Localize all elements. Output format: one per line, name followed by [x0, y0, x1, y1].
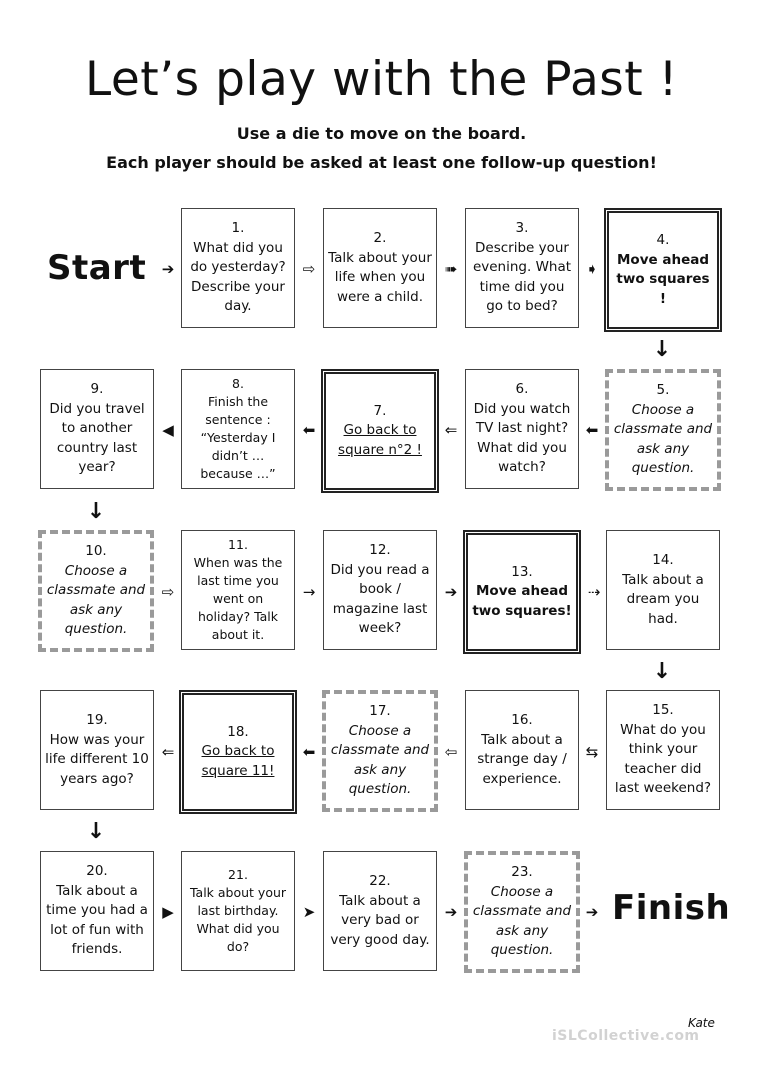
arrow-right-icon: ⇨	[161, 583, 175, 601]
square-text: Talk about a dream you had.	[622, 571, 704, 627]
square-number: 3.	[515, 220, 529, 237]
square-number: 5.	[656, 382, 670, 399]
start-label: Start	[47, 248, 147, 288]
board-square-19	[40, 690, 154, 810]
finish-label: Finish	[612, 888, 731, 928]
board-square-3	[465, 208, 579, 328]
square-number: 19.	[86, 712, 108, 728]
arrow-down-icon: ↓	[86, 819, 106, 844]
board-square-23	[464, 851, 580, 973]
square-number: 6.	[515, 381, 529, 398]
board-square-11	[181, 530, 295, 650]
square-text: Choose a classmate and ask any question.	[46, 562, 146, 638]
square-text: Describe your evening. What time did you go to bed?	[472, 239, 572, 315]
arrow-left-icon: ⇦	[444, 743, 458, 761]
square-number: 20.	[86, 863, 108, 880]
square-text: Did you travel to another country last year?	[49, 400, 145, 476]
arrow-right-icon: ➔	[444, 583, 458, 601]
arrow-down-icon: ↓	[652, 659, 672, 684]
square-number: 16.	[511, 712, 533, 728]
board-square-10	[38, 530, 154, 652]
board-square-7	[321, 369, 439, 493]
arrow-right-icon: →	[302, 583, 316, 601]
arrow-right-icon: ➤	[302, 903, 316, 921]
square-text: Talk about your life when you were a child.	[328, 249, 432, 305]
square-text: Talk about a strange day / experience.	[477, 731, 567, 787]
square-number: 2.	[373, 230, 387, 246]
arrow-left-icon: ⬅	[585, 421, 599, 439]
square-number: 8.	[232, 376, 244, 391]
square-number: 4.	[656, 232, 670, 248]
square-text: Choose a classmate and ask any question.	[613, 401, 713, 477]
arrow-right-icon: ⇨	[302, 260, 316, 278]
square-text: Choose a classmate and ask any question.	[330, 722, 430, 798]
board-square-22	[323, 851, 437, 971]
square-number: 12.	[369, 542, 391, 559]
square-text: Go back to square n°2 !	[338, 422, 422, 458]
board-square-15	[606, 690, 720, 810]
arrow-left-icon: ◀	[162, 421, 174, 439]
arrow-left-icon: ⬅	[302, 743, 316, 761]
board-square-14	[606, 530, 720, 650]
square-text: Talk about your last birthday. What did you do?	[189, 885, 287, 954]
arrow-right-icon: ➔	[444, 903, 458, 921]
board-square-13	[463, 530, 581, 654]
arrow-right-icon: ➠	[444, 260, 458, 278]
board-square-21	[181, 851, 295, 971]
square-number: 9.	[90, 381, 104, 398]
instruction-line-1: Use a die to move on the board.	[236, 124, 527, 143]
square-text: Move ahead two squares !	[616, 251, 710, 307]
board-square-17	[322, 690, 438, 812]
square-text: What did you do yesterday? Describe your day.	[190, 239, 286, 315]
board-square-16	[465, 690, 579, 810]
arrow-left-icon: ⇐	[444, 421, 458, 439]
author-signature: Kate	[688, 1016, 715, 1030]
square-text: Talk about a time you had a lot of fun with friends.	[46, 882, 148, 958]
instruction-line-2: Each player should be asked at least one follow-up question!	[106, 153, 657, 172]
arrow-left-icon: ⬅	[302, 421, 316, 439]
square-text: Choose a classmate and ask any question.	[472, 883, 572, 959]
square-text: Finish the sentence : “Yesterday I didn’t … because …”	[200, 394, 276, 481]
square-number: 23.	[511, 864, 533, 881]
square-text: When was the last time you went on holiday? Talk about it.	[193, 555, 283, 642]
square-text: Talk about a very bad or very good day.	[330, 892, 430, 948]
worksheet-title: Let’s play with the Past !	[85, 52, 678, 107]
arrow-left-icon: ⇐	[161, 743, 175, 761]
square-number: 21.	[228, 867, 248, 882]
board-square-8	[181, 369, 295, 489]
watermark: iSLCollective.com	[552, 1028, 700, 1044]
arrow-right-icon: ➔	[585, 903, 599, 921]
square-number: 7.	[373, 402, 387, 419]
arrow-right-icon: ➧	[585, 260, 599, 278]
board-square-5	[605, 369, 721, 491]
arrow-right-icon: ⇢	[587, 583, 601, 601]
arrow-left-icon: ⇆	[585, 743, 599, 761]
square-text: Go back to square 11!	[201, 743, 275, 779]
square-number: 15.	[652, 702, 674, 719]
square-text: What do you think your teacher did last weekend?	[614, 721, 712, 797]
board-square-4	[604, 208, 722, 332]
square-text: Did you watch TV last night? What did you watch?	[473, 400, 571, 476]
square-text: Did you read a book / magazine last week?	[330, 561, 430, 637]
arrow-right-icon: ➔	[161, 260, 175, 278]
arrow-down-icon: ↓	[86, 499, 106, 524]
square-number: 11.	[228, 537, 248, 552]
square-number: 18.	[227, 723, 249, 740]
board-square-6	[465, 369, 579, 489]
square-number: 13.	[511, 563, 533, 580]
square-text: How was your life different 10 years ago?	[45, 731, 149, 787]
arrow-down-icon: ↓	[652, 337, 672, 362]
square-number: 22.	[369, 873, 391, 889]
board-square-20	[40, 851, 154, 971]
board-square-2	[323, 208, 437, 328]
board-square-18	[179, 690, 297, 814]
board-square-1	[181, 208, 295, 328]
board-square-12	[323, 530, 437, 650]
square-number: 1.	[231, 220, 245, 237]
square-number: 14.	[652, 552, 674, 568]
square-text: Move ahead two squares!	[472, 583, 572, 619]
arrow-right-icon: ▶	[162, 903, 174, 921]
square-number: 17.	[369, 703, 391, 720]
square-number: 10.	[85, 543, 107, 560]
board-square-9	[40, 369, 154, 489]
